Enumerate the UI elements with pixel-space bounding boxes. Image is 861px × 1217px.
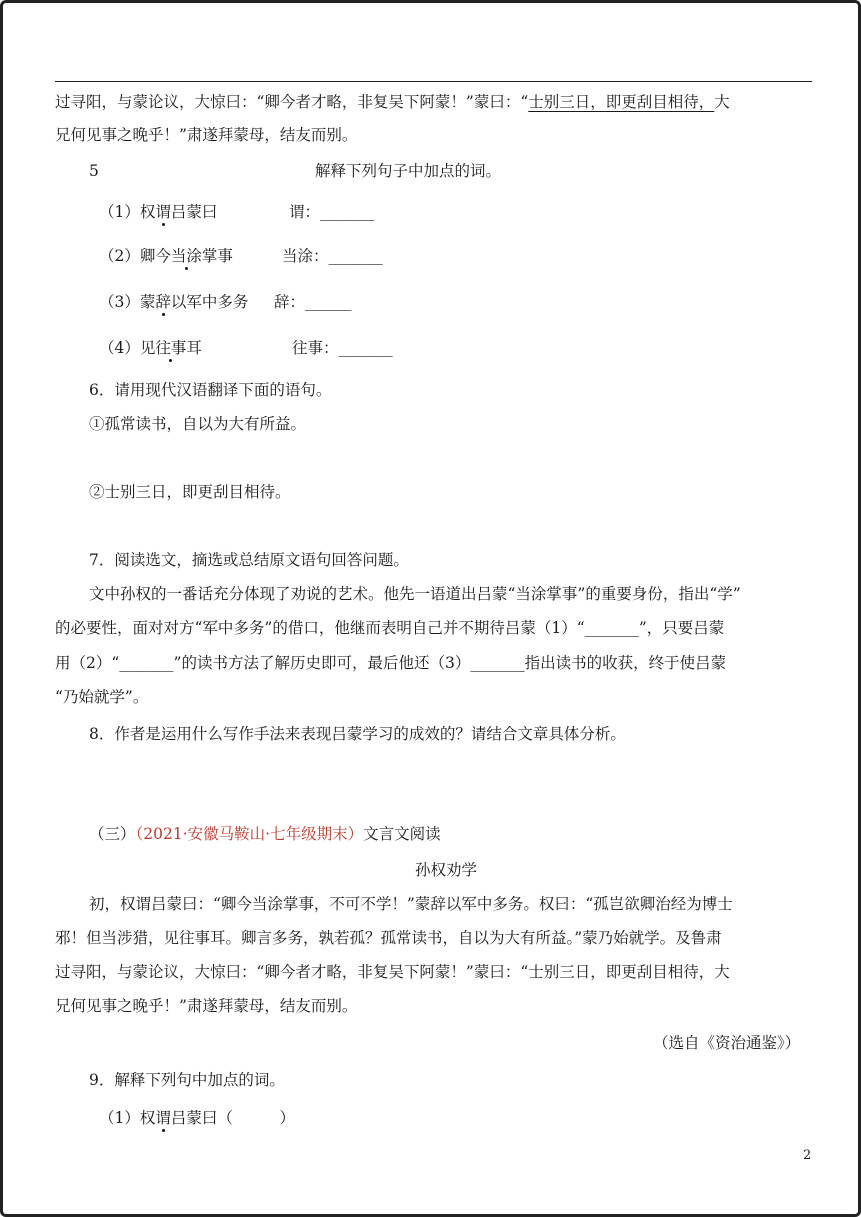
answer-blank[interactable]: 当涂：_______ xyxy=(282,247,383,265)
answer-blank[interactable]: 谓：_______ xyxy=(289,203,375,221)
q5-item-1: （1）权谓吕蒙曰 xyxy=(99,203,218,221)
passage-text: 过寻阳，与蒙论议，大惊曰：“卿今者才略，非复吴下阿蒙！”蒙曰：“ xyxy=(55,93,529,111)
q5-item-2: （2）卿今当涂掌事 xyxy=(99,247,233,265)
sentence-2: ②士别三日，即更刮目相待。 xyxy=(89,483,291,501)
q5-item-4: （4）见往事耳 xyxy=(99,339,202,357)
answer-blank[interactable]: 辞：______ xyxy=(274,293,352,311)
question-prompt: 解释下列句子中加点的词。 xyxy=(315,162,502,180)
question-prompt: 6．请用现代汉语翻译下面的语句。 xyxy=(89,381,332,399)
q7-paragraph-line: “乃始就学”。 xyxy=(55,688,149,706)
passage-text: 大 xyxy=(714,93,730,111)
dotted-word: 辞 xyxy=(155,293,171,311)
dotted-word: 当涂 xyxy=(170,247,202,265)
q7-paragraph-line: 的必要性，面对对方“军中多务”的借口，他继而表明自己并不期待吕蒙（1）“_______”，只要吕蒙 xyxy=(55,619,725,637)
section-header: （三）（2021·安徽马鞍山·七年级期末）文言文阅读 xyxy=(89,825,441,843)
exam-source: （2021·安徽马鞍山·七年级期末） xyxy=(135,825,364,843)
passage-line: 过寻阳，与蒙论议，大惊曰：“卿今者才略，非复吴下阿蒙！”蒙曰：“士别三日，即更刮目相待，大 xyxy=(55,963,730,981)
q9-item-1: （1）权谓吕蒙曰（ ） xyxy=(99,1109,295,1127)
question-prompt: 8．作者是运用什么写作手法来表现吕蒙学习的成效的？请结合文章具体分析。 xyxy=(89,725,626,743)
passage-line: 邪！但当涉猎，见往事耳。卿言多务，孰若孤？孤常读书，自以为大有所益。”蒙乃始就学。及鲁肃 xyxy=(55,929,722,947)
passage-line: 兄何见事之晚乎！”肃遂拜蒙母，结友而别。 xyxy=(55,126,358,144)
question-prompt: 7．阅读选文，摘选或总结原文语句回答问题。 xyxy=(89,551,409,569)
question-prompt: 9．解释下列句中加点的词。 xyxy=(89,1071,285,1089)
underlined-sentence: 士别三日，即更刮目相待， xyxy=(528,93,715,111)
dotted-word: 谓 xyxy=(155,203,171,221)
header-rule xyxy=(55,81,812,82)
q7-paragraph-line: 用（2）“_______”的读书方法了解历史即可，最后他还（3）_______指出读书的收获，终于使吕蒙 xyxy=(55,654,727,672)
q7-paragraph-line: 文中孙权的一番话充分体现了劝说的艺术。他先一语道出吕蒙“当涂掌事”的重要身份，指出“学” xyxy=(89,585,741,603)
page-number: 2 xyxy=(803,1148,812,1163)
citation: （选自《资治通鉴》） xyxy=(653,1034,801,1052)
question-number: 5 xyxy=(89,162,99,180)
answer-blank[interactable]: 往事：_______ xyxy=(292,339,393,357)
passage-title: 孙权劝学 xyxy=(415,861,478,879)
passage-line: 兄何见事之晚乎！”肃遂拜蒙母，结友而别。 xyxy=(55,997,358,1015)
dotted-word: 谓 xyxy=(155,1109,171,1127)
answer-blank[interactable] xyxy=(233,1109,280,1127)
passage-line xyxy=(55,91,730,113)
passage-line: 初，权谓吕蒙曰：“卿今当涂掌事，不可不学！”蒙辞以军中多务。权曰：“孤岂欲卿治经为博士 xyxy=(89,895,733,913)
sentence-1: ①孤常读书，自以为大有所益。 xyxy=(89,415,307,433)
q5-item-3: （3）蒙辞以军中多务 xyxy=(99,293,249,311)
dotted-word: 往事 xyxy=(155,339,187,357)
